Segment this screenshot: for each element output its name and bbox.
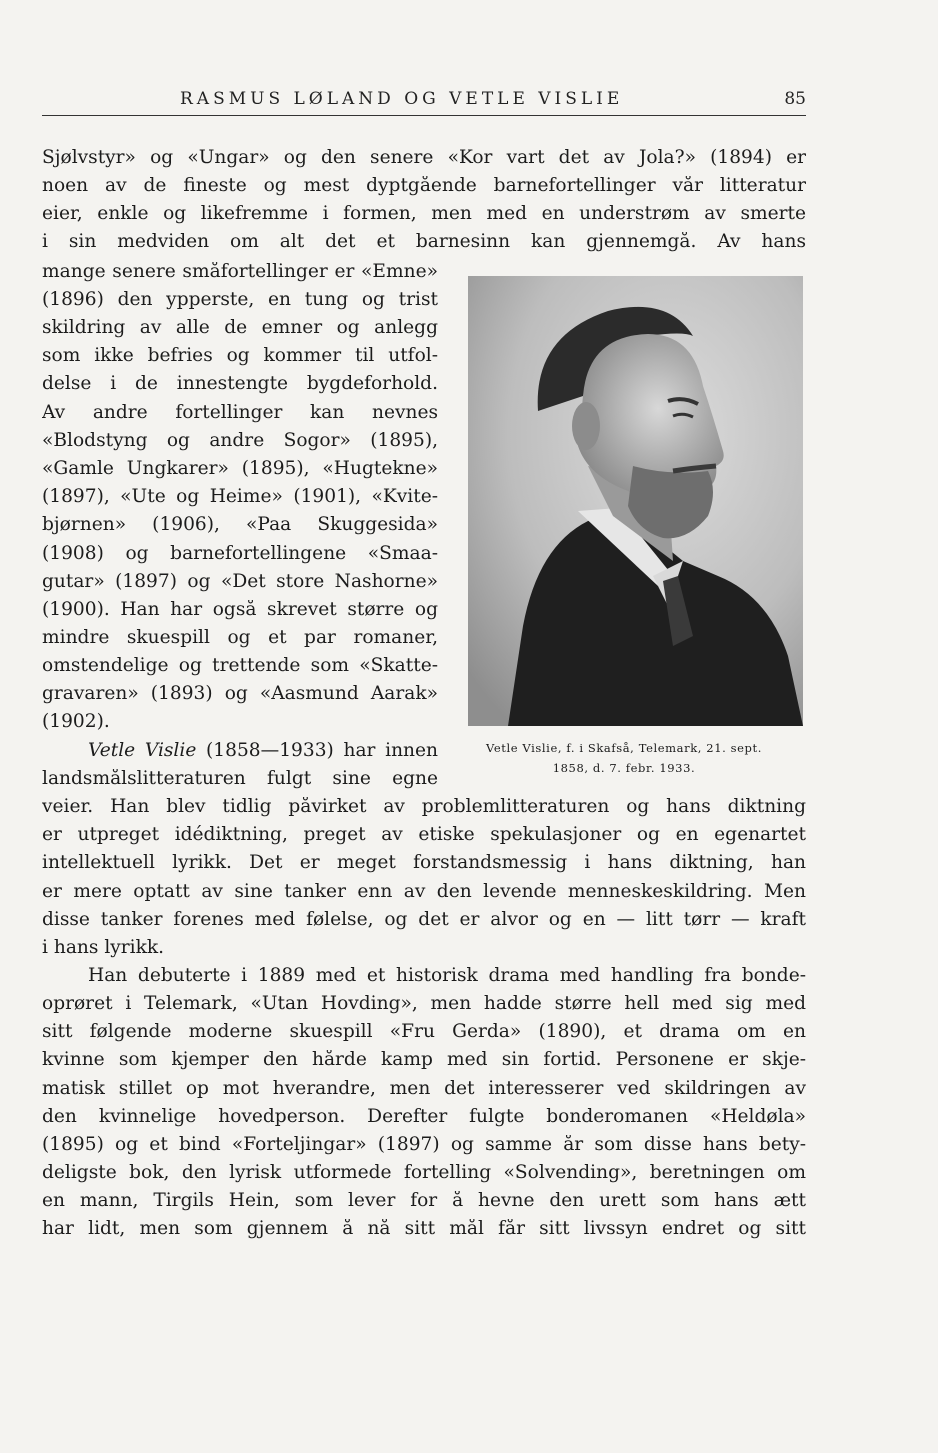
text-line: i sin medviden om alt det et barnesinn kan gjennemgå. Av hans <box>42 232 806 252</box>
text-line-author <box>88 741 438 761</box>
text-line: er utpreget idédiktning, preget av etiske spekulasjoner og en egenartet <box>42 825 806 845</box>
text-line: landsmålslitteraturen fulgt sine egne <box>42 769 438 789</box>
text-line: kvinne som kjemper den hårde kamp med sin fortid. Personene er skje- <box>42 1050 806 1070</box>
text-line: (1897), «Ute og Heime» (1901), «Kvite- <box>42 487 438 507</box>
text-line: skildring av alle de emner og anlegg <box>42 318 438 338</box>
running-title: RASMUS LØLAND OG VETLE VISLIE <box>180 89 624 109</box>
author-dates: (1858—1933) har innen <box>206 741 438 761</box>
text-line: omstendelige og trettende som «Skatte- <box>42 656 438 676</box>
text-line: bjørnen» (1906), «Paa Skuggesida» <box>42 515 438 535</box>
text-line: (1895) og et bind «Forteljingar» (1897) og samme år som disse hans bety- <box>42 1135 806 1155</box>
text-line: den kvinnelige hovedperson. Derefter fulgte bonderomanen «Heldøla» <box>42 1107 806 1127</box>
page-number: 85 <box>784 89 806 109</box>
text-line: intellektuell lyrikk. Det er meget forstandsmessig i hans diktning, han <box>42 853 806 873</box>
page-header <box>42 85 806 116</box>
text-line: oprøret i Telemark, «Utan Hovding», men hadde større hell med sig med <box>42 994 806 1014</box>
text-line: «Blodstyng og andre Sogor» (1895), <box>42 431 438 451</box>
photo-caption-line1: Vetle Vislie, f. i Skafså, Telemark, 21. sept. <box>486 741 762 755</box>
text-line: mange senere småfortellinger er «Emne» <box>42 262 438 282</box>
text-line: Han debuterte i 1889 med et historisk drama med handling fra bonde- <box>88 966 806 986</box>
portrait-ear <box>572 402 600 450</box>
text-line: matisk stillet op mot hverandre, men det interesserer ved skildringen av <box>42 1079 806 1099</box>
text-line: veier. Han blev tidlig påvirket av problemlitteraturen og hans diktning <box>42 797 806 817</box>
text-line: har lidt, men som gjennem å nå sitt mål får sitt livssyn endret og sitt <box>42 1219 806 1239</box>
author-name: Vetle Vislie <box>88 741 197 761</box>
text-line: mindre skuespill og et par romaner, <box>42 628 438 648</box>
text-line: gutar» (1897) og «Det store Nashorne» <box>42 572 438 592</box>
portrait-image <box>468 276 803 726</box>
text-line: Av andre fortellinger kan nevnes <box>42 403 438 423</box>
text-line: noen av de fineste og mest dyptgående barnefortellinger vår litteratur <box>42 176 806 196</box>
text-line: eier, enkle og likefremme i formen, men med en understrøm av smerte <box>42 204 806 224</box>
text-line: en mann, Tirgils Hein, som lever for å hevne den urett som hans ætt <box>42 1191 806 1211</box>
text-line: delse i de innestengte bygdeforhold. <box>42 374 438 394</box>
portrait-photo <box>468 276 803 726</box>
photo-caption-line2: 1858, d. 7. febr. 1933. <box>552 761 696 775</box>
text-line: er mere optatt av sine tanker enn av den levende menneskeskildring. Men <box>42 882 806 902</box>
text-line: deligste bok, den lyrisk utformede fortelling «Solvending», beretningen om <box>42 1163 806 1183</box>
text-line: sitt følgende moderne skuespill «Fru Gerda» (1890), et drama om en <box>42 1022 806 1042</box>
text-line: disse tanker forenes med følelse, og det er alvor og en — litt tørr — kraft <box>42 910 806 930</box>
text-line: (1900). Han har også skrevet større og <box>42 600 438 620</box>
text-line: gravaren» (1893) og «Aasmund Aarak» <box>42 684 438 704</box>
text-line: (1896) den ypperste, en tung og trist <box>42 290 438 310</box>
text-line: «Gamle Ungkarer» (1895), «Hugtekne» <box>42 459 438 479</box>
text-line: som ikke befries og kommer til utfol- <box>42 346 438 366</box>
text-line: (1908) og barnefortellingene «Smaa- <box>42 544 438 564</box>
text-line: i hans lyrikk. <box>42 938 165 958</box>
text-line: (1902). <box>42 712 110 732</box>
text-line: Sjølvstyr» og «Ungar» og den senere «Kor vart det av Jola?» (1894) er <box>42 148 806 168</box>
